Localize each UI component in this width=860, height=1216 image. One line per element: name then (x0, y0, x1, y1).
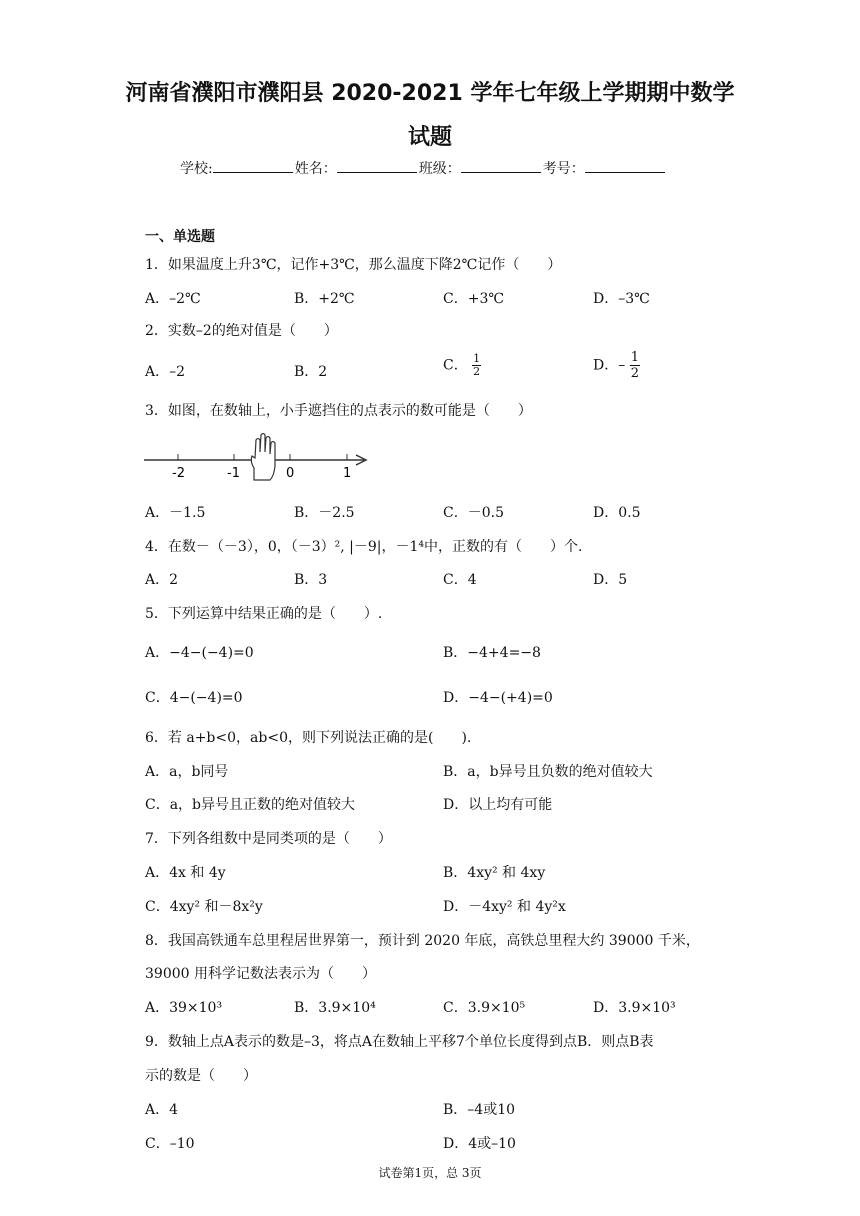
q1-option-d[interactable]: D．–3℃ (593, 291, 650, 307)
q9-option-d[interactable]: D．4或–10 (443, 1136, 516, 1152)
axis-label-neg2: -2 (172, 466, 185, 481)
number-line-figure (142, 432, 372, 484)
q1-option-c[interactable]: C．+3℃ (443, 291, 505, 307)
student-info-row (180, 158, 667, 178)
class-label: 班级： (418, 161, 461, 177)
q6-option-d[interactable]: D．以上均有可能 (443, 797, 553, 813)
q5-option-a[interactable]: A．−4−(−4)=0 (145, 645, 254, 661)
q2-option-d-label: D．– (593, 357, 626, 374)
page-footer: 试卷第1页，总 3页 (378, 1166, 482, 1180)
q2-option-d[interactable] (593, 350, 640, 381)
q1-option-b[interactable]: B．+2℃ (294, 291, 355, 307)
q9-option-c[interactable]: C．–10 (145, 1136, 195, 1152)
q4-option-d[interactable]: D．5 (593, 572, 628, 588)
q2-option-b[interactable]: B．2 (294, 364, 328, 380)
q8-option-b[interactable]: B．3.9×10⁴ (294, 1000, 376, 1016)
q2-option-c-label: C． (443, 357, 468, 374)
fraction-numerator: 1 (630, 350, 639, 365)
fraction-denominator: 2 (473, 365, 481, 378)
q7-option-b[interactable]: B．4xy² 和 4xy (443, 865, 546, 881)
q9-option-b[interactable]: B．–4或10 (443, 1102, 516, 1118)
q5-option-d[interactable]: D．−4−(+4)=0 (443, 690, 553, 706)
question-8-stem-line1: 8．我国高铁通车总里程居世界第一，预计到 2020 年底，高铁总里程大约 39000 千米， (145, 933, 700, 949)
question-3-stem: 3．如图，在数轴上，小手遮挡住的点表示的数可能是（ ） (145, 403, 532, 419)
exam-no-blank[interactable] (585, 158, 665, 173)
exam-no-label: 考号： (542, 161, 585, 177)
exam-title: 河南省濮阳市濮阳县 2020-2021 学年七年级上学期期中数学 (125, 81, 735, 106)
fraction-denominator: 2 (630, 366, 639, 381)
q8-option-d[interactable]: D．3.9×10³ (593, 1000, 676, 1016)
q2-option-d-fraction (630, 350, 640, 381)
q3-option-a[interactable]: A．－1.5 (145, 505, 206, 521)
q1-option-a[interactable]: A．–2℃ (145, 291, 201, 307)
q4-option-a[interactable]: A．2 (145, 572, 179, 588)
q7-option-c[interactable]: C．4xy² 和－8x²y (145, 899, 263, 915)
q3-option-c[interactable]: C．－0.5 (443, 505, 504, 521)
hand-icon (251, 434, 275, 481)
q3-option-d[interactable]: D．0.5 (593, 505, 641, 521)
q3-option-b[interactable]: B．－2.5 (294, 505, 355, 521)
axis-label-neg1: -1 (227, 466, 240, 481)
exam-title-line2: 试题 (407, 125, 452, 150)
q4-option-b[interactable]: B．3 (294, 572, 328, 588)
question-6-stem: 6．若 a+b<0，ab<0，则下列说法正确的是( ). (145, 730, 472, 746)
question-8-stem-line2: 39000 用科学记数法表示为（ ） (145, 966, 376, 982)
question-7-stem: 7．下列各组数中是同类项的是（ ） (145, 831, 392, 847)
school-label: 学校: (180, 161, 213, 177)
name-blank[interactable] (337, 158, 417, 173)
q8-option-a[interactable]: A．39×10³ (145, 1000, 223, 1016)
school-blank[interactable] (213, 158, 293, 173)
q6-option-a[interactable]: A．a，b同号 (145, 764, 229, 780)
class-blank[interactable] (461, 158, 541, 173)
q2-option-c-fraction (472, 353, 481, 378)
q4-option-c[interactable]: C．4 (443, 572, 477, 588)
q8-option-c[interactable]: C．3.9×10⁵ (443, 1000, 526, 1016)
q5-option-b[interactable]: B．−4+4=−8 (443, 645, 541, 661)
question-9-stem-line2: 示的数是（ ） (145, 1068, 257, 1084)
q7-option-d[interactable]: D．－4xy² 和 4y²x (443, 899, 566, 915)
fraction-numerator: 1 (473, 352, 481, 365)
question-2-stem: 2．实数–2的绝对值是（ ） (145, 323, 338, 339)
q5-option-c[interactable]: C．4−(−4)=0 (145, 690, 243, 706)
q7-option-a[interactable]: A．4x 和 4y (145, 865, 226, 881)
section-heading: 一、单选题 (145, 229, 215, 245)
axis-label-0: 0 (286, 466, 295, 481)
q2-option-c[interactable] (443, 353, 481, 378)
q2-option-a[interactable]: A．–2 (145, 364, 186, 380)
question-9-stem-line1: 9．数轴上点A表示的数是–3，将点A在数轴上平移7个单位长度得到点B．则点B表 (145, 1034, 654, 1050)
question-4-stem: 4．在数－（－3），0，（－3）², |－9|，－1⁴中，正数的有（ ）个. (145, 539, 583, 555)
axis-label-1: 1 (343, 466, 352, 481)
q6-option-b[interactable]: B．a，b异号且负数的绝对值较大 (443, 764, 653, 780)
q9-option-a[interactable]: A．4 (145, 1102, 179, 1118)
name-label: 姓名： (294, 161, 337, 177)
q6-option-c[interactable]: C．a，b异号且正数的绝对值较大 (145, 797, 356, 813)
question-1-stem: 1．如果温度上升3℃，记作+3℃，那么温度下降2℃记作（ ） (145, 257, 562, 273)
question-5-stem: 5．下列运算中结果正确的是（ ）. (145, 606, 383, 622)
